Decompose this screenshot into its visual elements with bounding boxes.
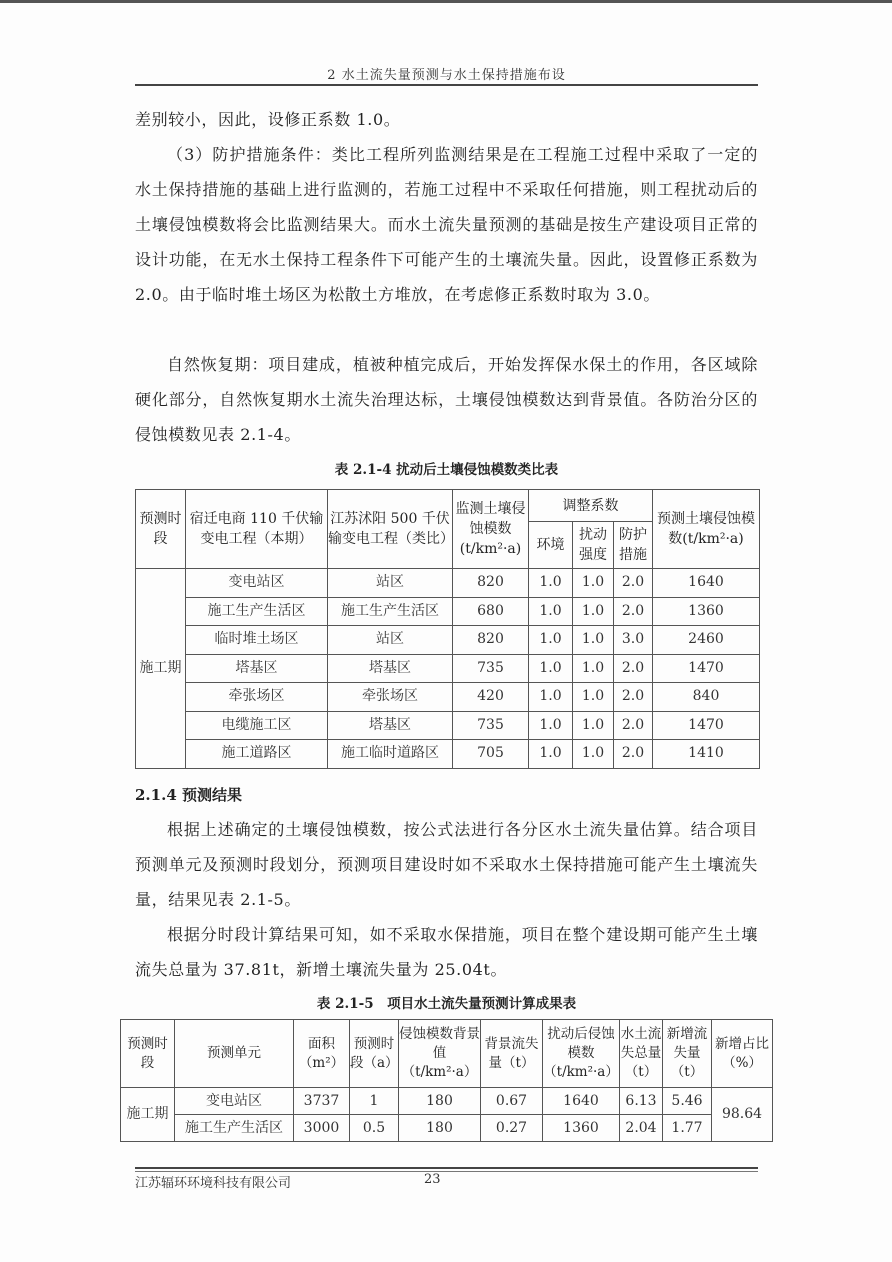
monitored-cell: 420 xyxy=(453,683,529,712)
header-env: 环境 xyxy=(529,522,573,569)
table1-caption: 表 2.1-4 扰动后土壤侵蚀模数类比表 xyxy=(334,462,559,478)
header-dist-modulus: 扰动后侵蚀模数（t/km²·a） xyxy=(543,1020,620,1088)
table2-caption: 表 2.1-5 项目水土流失量预测计算成果表 xyxy=(316,996,577,1012)
header-predicted: 预测土壤侵蚀模数(t/km²·a) xyxy=(653,490,760,569)
protect-cell: 3.0 xyxy=(614,626,653,655)
scan-top-edge xyxy=(0,0,892,3)
predicted-cell: 1470 xyxy=(653,654,760,683)
analog-cell: 站区 xyxy=(328,626,453,655)
unit-cell: 施工生产生活区 xyxy=(175,1115,294,1142)
disturb-cell: 1.0 xyxy=(573,740,614,769)
monitored-cell: 680 xyxy=(453,597,529,626)
disturb-cell: 1.0 xyxy=(573,683,614,712)
analog-cell: 塔基区 xyxy=(328,711,453,740)
header-adjust: 调整系数 xyxy=(529,490,653,522)
new-loss-cell: 1.77 xyxy=(663,1115,712,1142)
monitored-cell: 705 xyxy=(453,740,529,769)
predicted-cell: 1470 xyxy=(653,711,760,740)
header-protect: 防护措施 xyxy=(614,522,653,569)
table-row xyxy=(136,597,760,626)
dist-modulus-cell: 1360 xyxy=(543,1115,620,1142)
table-row xyxy=(136,569,760,598)
header-duration: 预测时段（a） xyxy=(350,1020,399,1088)
unit-cell: 电缆施工区 xyxy=(186,711,328,740)
disturb-cell: 1.0 xyxy=(573,597,614,626)
env-cell: 1.0 xyxy=(529,626,573,655)
protect-cell: 2.0 xyxy=(614,711,653,740)
analog-cell: 施工临时道路区 xyxy=(328,740,453,769)
section-heading: 2.1.4 预测结果 xyxy=(135,786,242,804)
table-row xyxy=(136,626,760,655)
header-area: 面积（m²） xyxy=(294,1020,350,1088)
erosion-modulus-table xyxy=(135,489,760,769)
area-cell: 3737 xyxy=(294,1088,350,1115)
analog-cell: 牵张场区 xyxy=(328,683,453,712)
paragraph-continuation: 差别较小，因此，设修正系数 1.0。 xyxy=(135,110,401,129)
env-cell: 1.0 xyxy=(529,569,573,598)
header-period: 预测时段 xyxy=(121,1020,175,1088)
header-period: 预测时段 xyxy=(136,490,186,569)
protect-cell: 2.0 xyxy=(614,683,653,712)
header-disturb: 扰动强度 xyxy=(573,522,614,569)
unit-cell: 变电站区 xyxy=(175,1088,294,1115)
page-number: 23 xyxy=(424,1172,441,1187)
table-row xyxy=(136,683,760,712)
table-row xyxy=(136,711,760,740)
table-row xyxy=(136,740,760,769)
disturb-cell: 1.0 xyxy=(573,654,614,683)
bg-loss-cell: 0.27 xyxy=(481,1115,543,1142)
period-cell: 施工期 xyxy=(136,569,186,769)
predicted-cell: 1640 xyxy=(653,569,760,598)
bg-modulus-cell: 180 xyxy=(399,1115,481,1142)
disturb-cell: 1.0 xyxy=(573,711,614,740)
disturb-cell: 1.0 xyxy=(573,569,614,598)
protect-cell: 2.0 xyxy=(614,597,653,626)
header-rule xyxy=(135,84,758,86)
predicted-cell: 1360 xyxy=(653,597,760,626)
running-header: 2 水土流失量预测与水土保持措施布设 xyxy=(327,68,566,83)
unit-cell: 施工生产生活区 xyxy=(186,597,328,626)
protect-cell: 2.0 xyxy=(614,740,653,769)
env-cell: 1.0 xyxy=(529,683,573,712)
analog-cell: 施工生产生活区 xyxy=(328,597,453,626)
header-unit: 预测单元 xyxy=(175,1020,294,1088)
footer-company: 江苏辐环环境科技有限公司 xyxy=(135,1176,292,1191)
env-cell: 1.0 xyxy=(529,654,573,683)
monitored-cell: 735 xyxy=(453,654,529,683)
unit-cell: 变电站区 xyxy=(186,569,328,598)
disturb-cell: 1.0 xyxy=(573,626,614,655)
header-new-loss: 新增流失量（t） xyxy=(663,1020,712,1088)
unit-cell: 施工道路区 xyxy=(186,740,328,769)
paragraph-prediction-result: 根据分时段计算结果可知，如不采取水保措施，项目在整个建设期可能产生土壤流失总量为 37.81t，新增土壤流失量为 25.04t。 xyxy=(135,925,758,979)
unit-cell: 临时堆土场区 xyxy=(186,626,328,655)
paragraph-prediction-method: 根据上述确定的土壤侵蚀模数，按公式法进行各分区水土流失量估算。结合项目预测单元及预测时段划分，预测项目建设时如不采取水土保持措施可能产生土壤流失量，结果见表 2.1-5。 xyxy=(135,820,758,909)
table-row xyxy=(121,1088,773,1115)
bg-loss-cell: 0.67 xyxy=(481,1088,543,1115)
header-bg-loss: 背景流失量（t） xyxy=(481,1020,543,1088)
monitored-cell: 735 xyxy=(453,711,529,740)
monitored-cell: 820 xyxy=(453,569,529,598)
total-loss-cell: 2.04 xyxy=(620,1115,663,1142)
monitored-cell: 820 xyxy=(453,626,529,655)
table-row xyxy=(136,654,760,683)
new-ratio-cell: 98.64 xyxy=(712,1088,773,1142)
protect-cell: 2.0 xyxy=(614,654,653,683)
footer-rule xyxy=(135,1167,758,1169)
paragraph-natural-recovery: 自然恢复期：项目建成，植被种植完成后，开始发挥保水保土的作用，各区域除硬化部分，自然恢复期水土流失治理达标，土壤侵蚀模数达到背景值。各防治分区的侵蚀模数见表 2.1-4。 xyxy=(135,355,758,444)
analog-cell: 塔基区 xyxy=(328,654,453,683)
predicted-cell: 2460 xyxy=(653,626,760,655)
total-loss-cell: 6.13 xyxy=(620,1088,663,1115)
predicted-cell: 1410 xyxy=(653,740,760,769)
table-row xyxy=(121,1115,773,1142)
period-cell: 施工期 xyxy=(121,1088,175,1142)
analog-cell: 站区 xyxy=(328,569,453,598)
protect-cell: 2.0 xyxy=(614,569,653,598)
header-new-ratio: 新增占比（%） xyxy=(712,1020,773,1088)
paragraph-protection-conditions: （3）防护措施条件：类比工程所列监测结果是在工程施工过程中采取了一定的水土保持措施的基础上进行监测的，若施工过程中不采取任何措施，则工程扰动后的土壤侵蚀模数将会比监测结果大。而水土流失量预测的基础是按生产建设项目正常的设计功能，在无水土保持工程条件下可能产生的土壤流失量。因此，设置修正系数为 2.0。由于临时堆土场区为松散土方堆放，在考虑修正系数时取为 3.0。 xyxy=(135,145,758,304)
header-monitored: 监测土壤侵蚀模数(t/km²·a) xyxy=(453,490,529,569)
duration-cell: 1 xyxy=(350,1088,399,1115)
header-total-loss: 水土流失总量（t） xyxy=(620,1020,663,1088)
header-bg-modulus: 侵蚀模数背景值（t/km²·a） xyxy=(399,1020,481,1088)
env-cell: 1.0 xyxy=(529,711,573,740)
header-analog: 江苏沭阳 500 千伏输变电工程（类比） xyxy=(328,490,453,569)
env-cell: 1.0 xyxy=(529,740,573,769)
dist-modulus-cell: 1640 xyxy=(543,1088,620,1115)
area-cell: 3000 xyxy=(294,1115,350,1142)
env-cell: 1.0 xyxy=(529,597,573,626)
predicted-cell: 840 xyxy=(653,683,760,712)
duration-cell: 0.5 xyxy=(350,1115,399,1142)
bg-modulus-cell: 180 xyxy=(399,1088,481,1115)
header-project: 宿迁电商 110 千伏输变电工程（本期） xyxy=(186,490,328,569)
unit-cell: 牵张场区 xyxy=(186,683,328,712)
unit-cell: 塔基区 xyxy=(186,654,328,683)
new-loss-cell: 5.46 xyxy=(663,1088,712,1115)
soil-loss-prediction-table xyxy=(120,1019,773,1142)
